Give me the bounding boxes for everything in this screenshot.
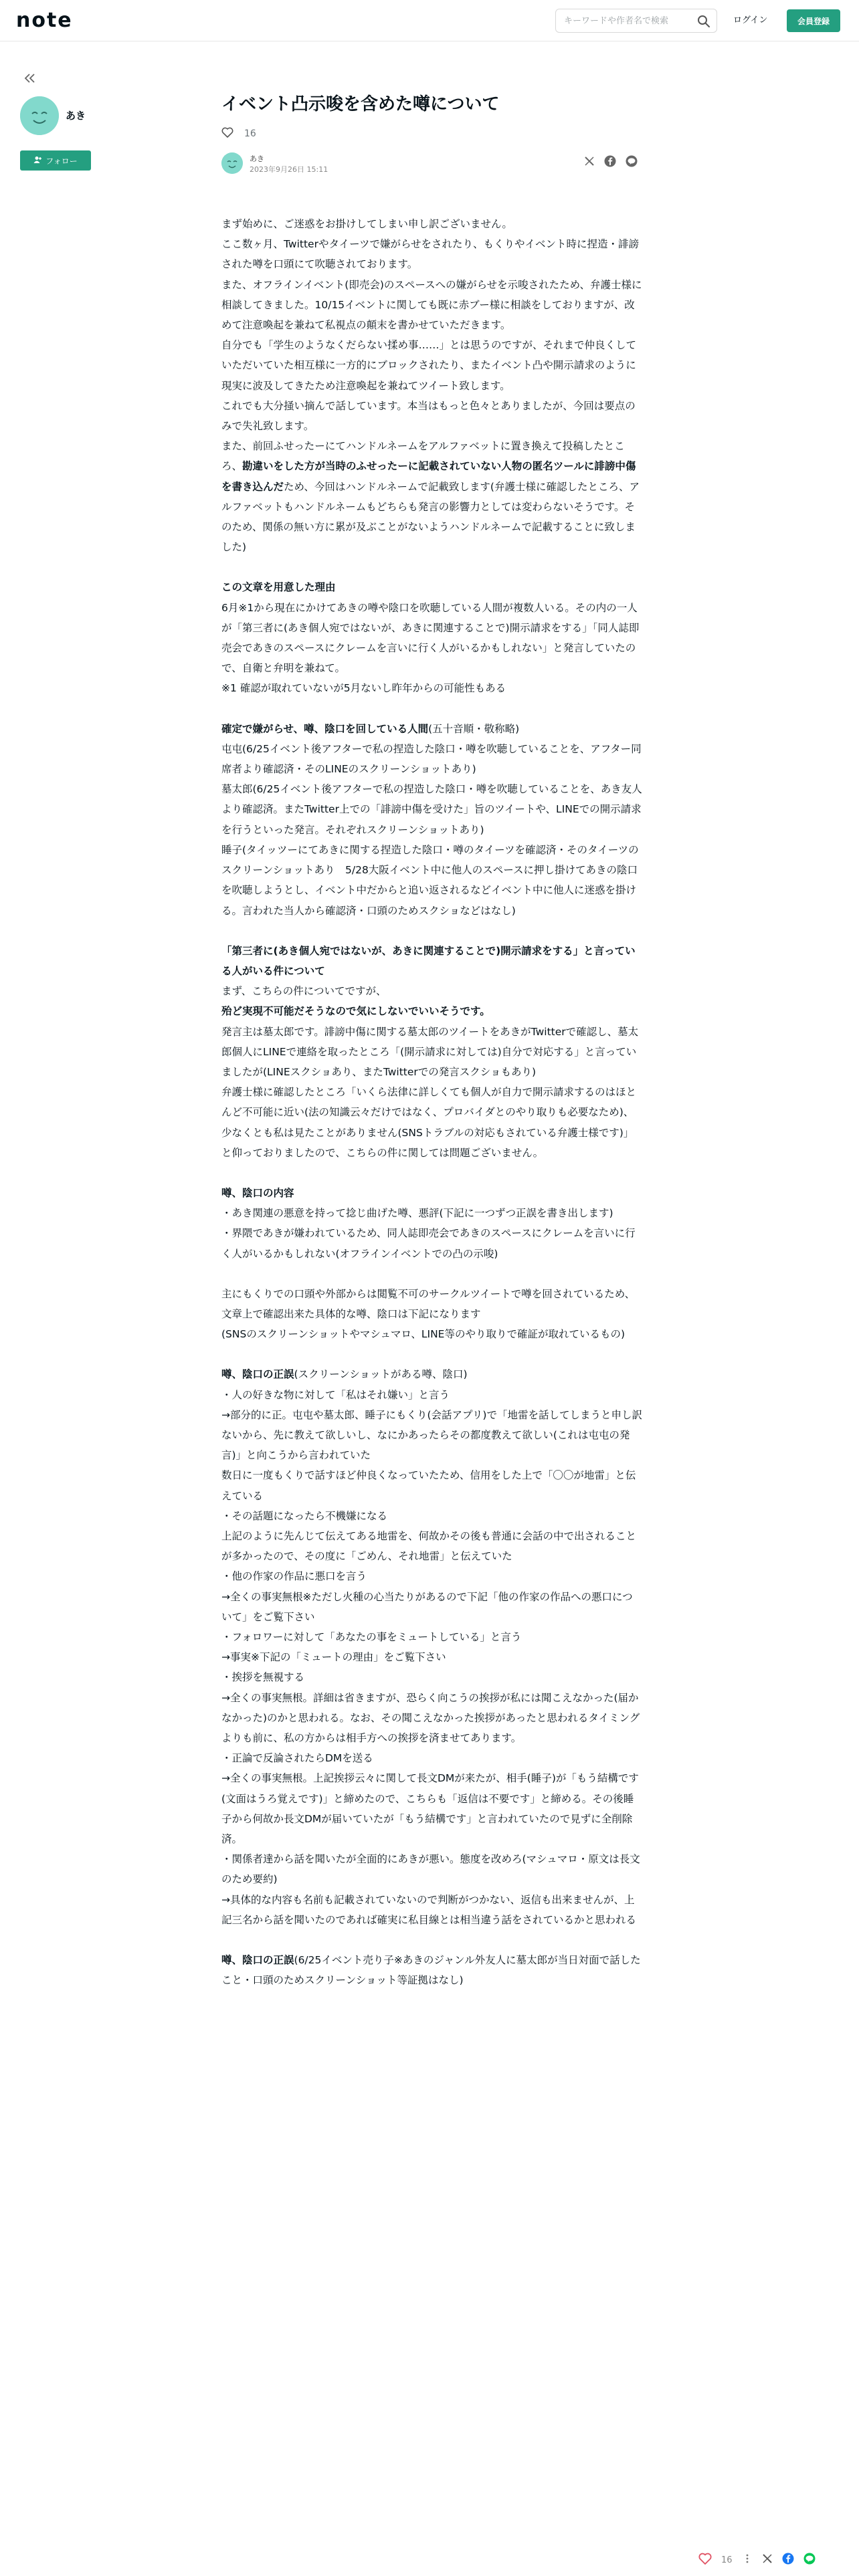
article-paragraph [221, 1526, 643, 1566]
article-paragraph [221, 1667, 643, 1687]
text-run: ※1 確認が取れていないが5月ないし昨年からの可能性もある [221, 682, 506, 695]
article-paragraph [221, 1890, 643, 1930]
note-logo[interactable]: note [16, 9, 73, 32]
text-run: (SNSのスクリーンショットやマシュマロ、LINE等のやり取りで確証が取れているもの) [221, 1328, 626, 1341]
publish-date: 2023年9月26日 15:11 [250, 165, 328, 174]
like-count: 16 [244, 128, 256, 139]
article-paragraph [221, 577, 643, 597]
bold-text: 確定で嫌がらせ、噂、陰口を回している人間 [221, 722, 429, 735]
text-run: ・挨拶を無視する [221, 1671, 305, 1684]
paragraph-gap [221, 1163, 643, 1183]
bold-text: 噂、陰口の正誤 [221, 1954, 294, 1967]
text-run: また、前回ふせったーにてハンドルネームをアルファベットに置き換えて投稿したところ、 [221, 440, 625, 473]
bold-text: 「第三者に(あき個人宛ではないが、あきに関連することで)開示請求をする」と言っている人がいる件について [221, 944, 636, 977]
text-run: 睡子(タイッツーにてあきに関する捏造した陰口・噂のタイーツを確認済・そのタイーツのスクリーンショットあり 5/28大阪イベント中に他人のスペースに押し掛けてあきの陰口を吹聴しようとし、イベント中だからと追い返されるなどイベント中に他人に迷惑を掛ける。言われた当人から確認済・口頭のためスクショなどはなし) [221, 843, 639, 917]
paragraph-gap [221, 921, 643, 941]
article-paragraph [221, 779, 643, 840]
text-run: 屯屯(6/25イベント後アフターで私の捏造した陰口・噂を吹聴していることを、アフター同席者より確認済・そのLINEのスクリーンショットあり) [221, 742, 642, 776]
text-run: →事実※下記の「ミュートの理由」をご覧下さい [221, 1651, 446, 1664]
article-paragraph [221, 436, 643, 557]
text-run: ここ数ヶ月、Twitterやタイーツで嫌がらせをされたり、もくりやイベント時に捏造・誹謗された噂を口頭にて吹聴されております。 [221, 238, 640, 271]
bold-text: 噂、陰口の正誤 [221, 1368, 294, 1381]
text-run: →具体的な内容も名前も記載されていないので判断がつかない、返信も出来ませんが、上記三名から話を聞いたのであれば確実に私目線とは相当違う話をされているかと思われる [221, 1893, 637, 1926]
bold-text: 噂、陰口の内容 [221, 1186, 294, 1199]
follow-label: フォロー [45, 156, 78, 166]
author-avatar[interactable] [20, 96, 59, 135]
text-run: →全くの事実無根※ただし火種の心当たりがあるので下記「他の作家の作品への悪口について」をご覧下さい [221, 1590, 633, 1623]
article-paragraph [221, 1647, 643, 1667]
article-paragraph [221, 1385, 643, 1405]
article-paragraph [221, 234, 643, 274]
article-paragraph [221, 840, 643, 921]
bold-text: 殆ど実現不可能だそうなので気にしないでいいそうです。 [221, 1005, 490, 1018]
bottom-action-bar [698, 2550, 859, 2570]
paragraph-gap [221, 1930, 643, 1950]
article-paragraph [221, 1022, 643, 1083]
paragraph-gap [221, 1264, 643, 1284]
bottom-x-share-icon[interactable] [762, 2553, 773, 2567]
article-paragraph [221, 1465, 643, 1505]
bottom-like-count: 16 [721, 2555, 733, 2565]
facebook-share-icon[interactable] [604, 155, 616, 167]
article-paragraph [221, 598, 643, 679]
global-header [0, 0, 859, 41]
line-share-icon[interactable] [626, 155, 638, 167]
author-name[interactable]: あき [250, 154, 264, 163]
author-row [221, 152, 638, 179]
text-run: ・人の好きな物に対して「私はそれ嫌い」と言う [221, 1388, 450, 1401]
signup-button[interactable]: 会員登録 [787, 9, 840, 32]
article-paragraph [221, 941, 643, 981]
follow-button[interactable] [20, 150, 91, 171]
search-input[interactable] [556, 9, 690, 32]
text-run: (スクリーンショットがある噂、陰口) [294, 1368, 468, 1381]
article-paragraph [221, 1688, 643, 1749]
text-run: ・正論で反論されたらDMを送る [221, 1752, 373, 1765]
article-paragraph [221, 1627, 643, 1647]
bottom-line-share-icon[interactable] [803, 2553, 816, 2567]
x-share-icon[interactable] [584, 156, 595, 167]
text-run: ・界隈であきが嫌われているため、同人誌即売会であきのスペースにクレームを言いに行く人がいるかもしれない(オフラインイベントでの凸の示唆) [221, 1227, 636, 1260]
text-run: 発言主は墓太郎です。誹謗中傷に関する墓太郎のツイートをあきがTwitterで確認し、墓太郎個人にLINEで連絡を取ったところ「(開示請求に対しては)自分で対応する」と言っていましたが(LINEスクショあり、またTwitterでの発言スクショもあり) [221, 1025, 639, 1078]
bottom-heart-icon[interactable] [698, 2553, 712, 2567]
text-run: 墓太郎(6/25イベント後アフターで私の捏造した陰口・噂を吹聴していることを、あき友人より確認済。またTwitter上での「誹謗中傷を受けた」旨のツイートや、LINEでの開示請求を行うといった発言。それぞれスクリーンショットあり) [221, 783, 642, 836]
add-person-icon [33, 156, 41, 166]
text-run: 上記のように先んじて伝えてある地雷を、何故かその後も普通に会話の中で出されることが多かったので、その度に「ごめん、それ地雷」と伝えていた [221, 1529, 637, 1563]
text-run: 数日に一度もくりで話すほど仲良くなっていたため、信用をした上で「〇〇が地雷」と伝えている [221, 1469, 636, 1502]
text-run: 弁護士様に確認したところ「いくら法律に詳しくても個人が自力で開示請求するのはほとんど不可能に近い(法の知識云々だけではなく、プロバイダとのやり取りも必要なため)、少なくとも私は見たことがありません(SNSトラブルの対応もされている弁護士様です)」と仰っておりましたので、こちらの件に関しては問題ございません。 [221, 1086, 637, 1159]
text-run: ・その話題になったら不機嫌になる [221, 1509, 388, 1522]
text-run: また、オフラインイベント(即売会)のスペースへの嫌がらせを示唆されたため、弁護士様に相談してきました。10/15イベントに関しても既に赤ブー様に相談をしておりますが、改めて注意喚起を兼ねて私視点の顛末を書かせていただきます。 [221, 278, 642, 332]
article-paragraph [221, 214, 643, 234]
article-paragraph [221, 1324, 643, 1344]
author-avatar-small[interactable] [221, 152, 243, 174]
bottom-facebook-share-icon[interactable] [782, 2553, 794, 2567]
article-paragraph [221, 1405, 643, 1466]
like-row [221, 126, 256, 142]
article-body [221, 214, 643, 1990]
text-run: ・フォロワーに対して「あなたの事をミュートしている」と言う [221, 1631, 522, 1643]
text-run: ・あき関連の悪意を持って捻じ曲げた噂、悪評(下記に一つずつ正誤を書き出します) [221, 1207, 613, 1220]
article-paragraph [221, 1183, 643, 1203]
text-run: ・他の作家の作品に悪口を言う [221, 1570, 367, 1583]
text-run: ・関係者達から話を聞いたが全面的にあきが悪い。態度を改めろ(マシュマロ・原文は長文のため要約) [221, 1853, 640, 1886]
article-paragraph [221, 275, 643, 336]
text-run: まず、こちらの件についてですが、 [221, 985, 387, 998]
collapse-sidebar-icon[interactable] [23, 72, 37, 84]
text-run: (五十音順・敬称略) [428, 722, 520, 735]
text-run: ため、今回はハンドルネームで記載致します(弁護士様に確認したところ、アルファベットもハンドルネームもどちらも発言の影響力としては変わらないそうです。そのため、関係の無い方に累が及ぶことがないようハンドルネームで記載することに致しました) [221, 480, 640, 554]
article-paragraph [221, 719, 643, 739]
bottom-more-icon[interactable] [742, 2553, 753, 2567]
paragraph-gap [221, 1344, 643, 1364]
text-run: まず始めに、ご迷惑をお掛けしてしまい申し訳ございません。 [221, 218, 512, 230]
article-paragraph [221, 396, 643, 436]
heart-icon[interactable] [221, 127, 233, 140]
text-run: 自分でも「学生のようなくだらない揉め事……」とは思うのですが、それまで仲良くしていただいていた相互様に一方的にブロックされたり、またイベント凸や開示請求のように現実に波及してきたため注意喚起を兼ねてツイート致します。 [221, 339, 637, 392]
text-run: 主にもくりでの口頭や外部からは閲覧不可のサークルツイートで噂を回されているため、文章上で確認出来た具体的な噂、陰口は下記になります [221, 1287, 636, 1320]
article-paragraph [221, 1587, 643, 1627]
login-link[interactable]: ログイン [733, 15, 768, 25]
text-run: →全くの事実無根。上記挨拶云々に関して長文DMが来たが、相手(睡子)が「もう結構です(文面はうろ覚えです)」と締めたので、こちらも「返信は不要です」と締める。その後睡子から何故か長文DMが届いていたが「もう結構です」と言われていたので見ずに全削除済。 [221, 1772, 639, 1846]
article-paragraph [221, 335, 643, 396]
search-box[interactable] [555, 9, 717, 33]
article-paragraph [221, 1082, 643, 1163]
article-paragraph [221, 1284, 643, 1324]
paragraph-gap [221, 557, 643, 577]
article-paragraph [221, 739, 643, 779]
text-run: (6/25イベント売り子※あきのジャンル外友人に墓太郎が当日対面で話したこと・口頭のためスクリーンショット等証拠はなし) [221, 1954, 641, 1987]
article-paragraph [221, 1849, 643, 1889]
article-paragraph [221, 1748, 643, 1768]
text-run: →部分的に正。屯屯や墓太郎、睡子にもくり(会話アプリ)で「地雷を話してしまうと申し訳ないから、先に教えて欲しいし、なにかあったらその都度教えて欲しい(これは屯屯の発言)」と向こうから言われていた [221, 1408, 642, 1462]
article-title: イベント凸示唆を含めた噂について [221, 94, 500, 114]
bold-text: この文章を用意した理由 [221, 581, 336, 594]
paragraph-gap [221, 699, 643, 719]
article-paragraph [221, 1203, 643, 1223]
article-paragraph [221, 981, 643, 1001]
search-icon[interactable] [696, 14, 711, 29]
sidebar-author-name[interactable]: あき [66, 110, 86, 122]
article-paragraph [221, 1768, 643, 1849]
article-paragraph [221, 1001, 643, 1021]
share-icons [584, 155, 638, 167]
article-paragraph [221, 678, 643, 698]
bold-text: 勘違いをした方が当時のふせったーに記載されていない人物の匿名ツールに誹謗中傷を書き込んだ [221, 460, 636, 493]
article-paragraph [221, 1950, 643, 1990]
article-paragraph [221, 1364, 643, 1384]
article-paragraph [221, 1223, 643, 1263]
article-paragraph [221, 1506, 643, 1526]
text-run: 6月※1から現在にかけてあきの噂や陰口を吹聴している人間が複数人いる。その内の一人が「第三者に(あき個人宛ではないが、あきに関連することで)開示請求をする」「同人誌即売会であきのスペースにクレームを言いに行く人がいるかもしれない」と発言していたので、自衛と弁明を兼ねて。 [221, 601, 640, 675]
article-paragraph [221, 1566, 643, 1586]
text-run: →全くの事実無根。詳細は省きますが、恐らく向こうの挨拶が私には聞こえなかった(届かなかった)のかと思われる。なお、その聞こえなかった挨拶があったと思われるタイミングよりも前に、私の方からは相手方への挨拶を済ませてあります。 [221, 1691, 640, 1745]
text-run: これでも大分掻い摘んで話しています。本当はもっと色々とありましたが、今回は要点のみで失礼致します。 [221, 399, 636, 433]
